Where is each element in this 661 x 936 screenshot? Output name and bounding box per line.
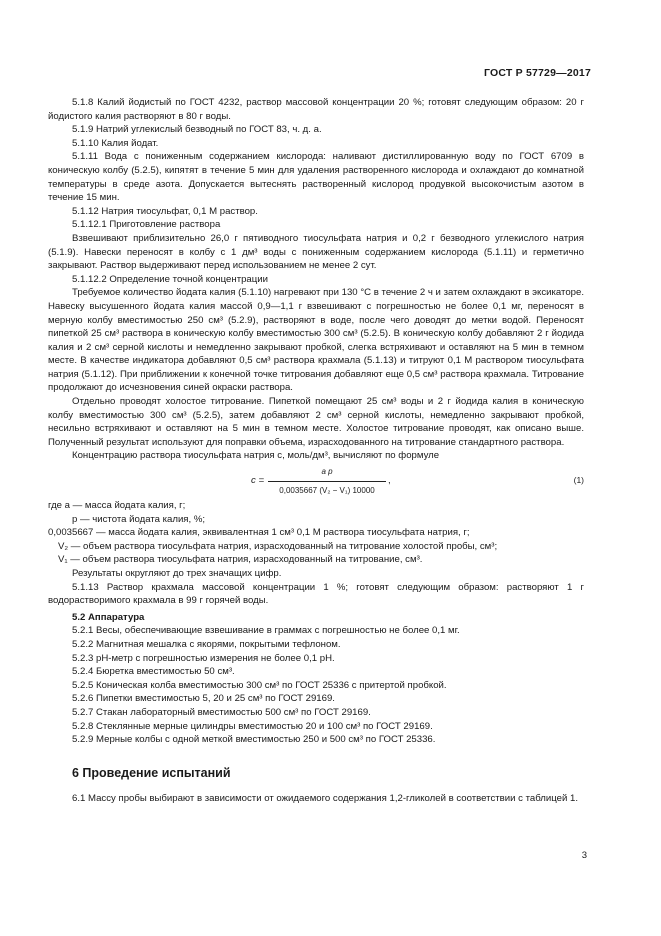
item-5-2-7: 5.2.7 Стакан лабораторный вместимостью 500 см³ по ГОСТ 29169. [72, 706, 371, 718]
where-v2: V₂ — объем раствора тиосульфата натрия, израсходованный на титрование холостой пробы, см³; [58, 540, 498, 552]
item-5-2-3: 5.2.3 pH-метр с погрешностью измерения не более 0,1 pH. [72, 652, 335, 664]
paragraph-5-1-9: 5.1.9 Натрий углекислый безводный по ГОСТ 83, ч. д. а. [72, 124, 322, 136]
where-p: p — чистота йодата калия, %; [72, 513, 206, 525]
item-5-2-1: 5.2.1 Весы, обеспечивающие взвешивание в граммах с погрешностью не более 0,1 мг. [72, 625, 460, 637]
rounding-note: Результаты округляют до трех значащих цифр. [72, 568, 282, 579]
item-5-2-4: 5.2.4 Бюретка вместимостью 50 см³. [72, 666, 235, 678]
paragraph-5-1-13: 5.1.13 Раствор крахмала массовой концентрации 1 %; готовят следующим образом: растворяют 1 г водорастворимого крахмала в 99 г горячей воды. [48, 581, 584, 607]
item-5-2-8: 5.2.8 Стеклянные мерные цилиндры вместимостью 20 и 100 см³ по ГОСТ 29169. [72, 720, 433, 732]
heading-5-1-12-2: 5.1.12.2 Определение точной концентрации [72, 273, 268, 285]
standard-header: ГОСТ Р 57729—2017 [483, 67, 591, 79]
formula-fraction [268, 465, 386, 497]
item-5-2-9: 5.2.9 Мерные колбы с одной меткой вместимостью 250 и 500 см³ по ГОСТ 25336. [72, 734, 436, 746]
paragraph-5-1-11: 5.1.11 Вода с пониженным содержанием кислорода: наливают дистиллированную воду по ГОСТ 6709 в коническую колбу (5.2.5), кипятят в течение 5 мин для удаления растворенного кислорода и охлаждают до комнатной температуры в среде азота. Допускается вытеснять растворенный кислород продувкой высокочистым азотом в течение 15 мин. [48, 151, 584, 204]
document-body [48, 96, 584, 806]
where-a: где a — масса йодата калия, г; [48, 500, 186, 512]
item-5-2-6: 5.2.6 Пипетки вместимостью 5, 20 и 25 см³ по ГОСТ 29169. [72, 693, 335, 705]
section-5-2-title: 5.2 Аппаратура [72, 611, 145, 623]
paragraph-5-1-12-2-text: Требуемое количество йодата калия (5.1.10) нагревают при 130 °С в течение 2 ч и затем охлаждают в эксикаторе. Навеску высушенного йодата калия массой 0,9—1,1 г взвешивают с погрешностью не более 0,1 мг, переносят в мерную колбу вместимостью 250 см³ (5.2.9), растворяют в воде, после чего доводят до метки водой. Переносят пипеткой 25 см³ раствора в коническую колбу вместимостью 300 см³ (5.2.5). В коническую колбу добавляют 2 г йодида калия и 2 см³ серной кислоты и немедленно закрывают пробкой, слегка встряхивают и оставляют на 5 мин в темном месте. В качестве индикатора добавляют 0,5 см³ раствора крахмала (5.1.13) и титруют 0,1 М раствором тиосульфата натрия (5.1.12). При приближении к конечной точке титрования добавляют еще 0,5 см³ раствора крахмала. Титрование продолжают до исчезновения синей окраски раствора. [48, 287, 584, 394]
where-v1: V₁ — объем раствора тиосульфата натрия, израсходованный на титрование, см³. [58, 554, 423, 566]
item-5-2-2: 5.2.2 Магнитная мешалка с якорями, покрытыми тефлоном. [72, 638, 341, 650]
formula-denominator: 0,0035667 (V₂ − V₁) 10000 [279, 485, 375, 495]
formula-numerator: a p [268, 465, 386, 482]
paragraph-5-1-12-1-text: Взвешивают приблизительно 26,0 г пятиводного тиосульфата натрия и 0,2 г безводного углекислого натрия (5.1.9). Навески переносят в колбу с 1 дм³ воды с пониженным содержанием кислорода (5.1.11) и герметично закрывают. Раствор выдерживают перед использованием не менее 2 сут. [48, 232, 584, 272]
formula-number: (1) [573, 475, 584, 486]
where-const: 0,0035667 — масса йодата калия, эквивалентная 1 см³ 0,1 М раствора тиосульфата натрия, г; [48, 527, 470, 539]
formula-lhs: c = [251, 475, 265, 487]
paragraph-6-1: 6.1 Массу пробы выбирают в зависимости от ожидаемого содержания 1,2-гликолей в соответствии с таблицей 1. [72, 793, 578, 805]
heading-5-1-12-1: 5.1.12.1 Приготовление раствора [72, 219, 221, 231]
paragraph-blank-titration: Отдельно проводят холостое титрование. Пипеткой помещают 25 см³ воды и 2 г йодида калия в коническую колбу вместимостью 300 см³ (5.2.5), затем добавляют 2 см³ серной кислоты, немедленно закрывают пробкой, несильно встряхивают и оставляют на 5 мин в темном месте. Холостое титрование проводят, как описано выше. Полученный результат используют для поправки объема, израсходованного на титрование стандартного раствора. [48, 396, 584, 448]
formula-1 [48, 465, 584, 498]
paragraph-5-1-8: 5.1.8 Калий йодистый по ГОСТ 4232, раствор массовой концентрации 20 %; готовят следующим образом: 20 г йодистого калия растворяют в 80 г воды. [48, 97, 584, 122]
paragraph-5-1-12: 5.1.12 Натрия тиосульфат, 0,1 М раствор. [72, 205, 258, 217]
item-5-2-5: 5.2.5 Коническая колба вместимостью 300 см³ по ГОСТ 25336 с притертой пробкой. [72, 679, 447, 691]
formula-intro: Концентрацию раствора тиосульфата натрия c, моль/дм³, вычисляют по формуле [72, 450, 440, 462]
paragraph-5-1-10: 5.1.10 Калия йодат. [72, 137, 159, 149]
section-6-title: 6 Проведение испытаний [72, 765, 231, 780]
formula-comma: , [388, 475, 391, 487]
page-number: 3 [581, 850, 587, 861]
